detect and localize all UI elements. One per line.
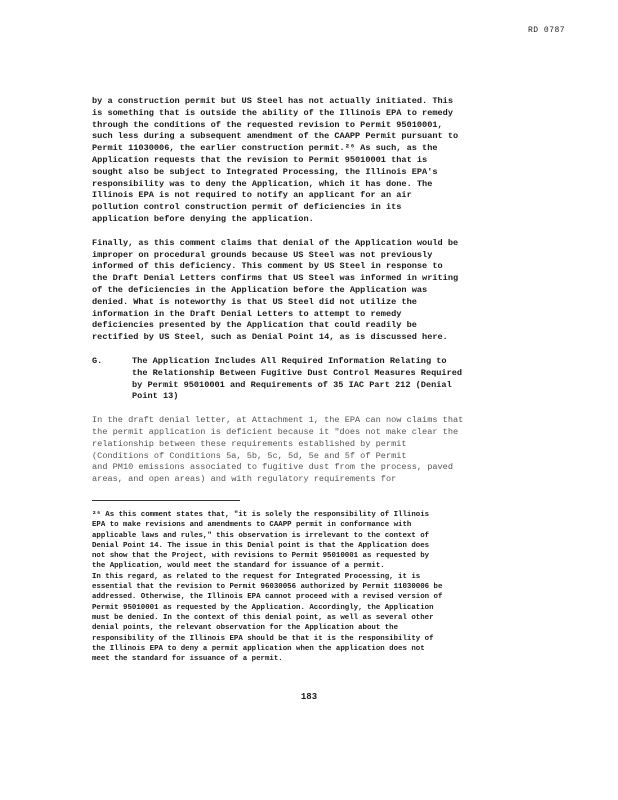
text-line: the Draft Denial Letters confirms that US Steel was informed in writing (92, 273, 459, 284)
footnote-line: ²⁶ As this comment states that, "it is solely the responsibility of Illinois (92, 511, 430, 519)
footnote-line: In this regard, as related to the request for Integrated Processing, it is (92, 572, 421, 581)
footnote-line: EPA to make revisions and amendments to CAAPP permit in conformance with (92, 521, 412, 530)
footnote-line: applicable laws and rules," this observation is irrelevant to the context of (92, 531, 430, 540)
text-line: Illinois EPA is not required to notify an applicant for an air (92, 190, 412, 201)
text-line: application before denying the application. (92, 213, 314, 224)
heading-line: by Permit 95010001 and Requirements of 35 IAC Part 212 (Denial (132, 379, 452, 390)
text-line: by a construction permit but US Steel has not actually initiated. This (92, 96, 453, 106)
footnote-line: the Illinois EPA to deny a permit application when the application does not (92, 644, 425, 653)
text-line: Application requests that the revision to Permit 95010001 that is (92, 154, 428, 165)
paragraph-2 (92, 238, 528, 344)
text-line: the permit application is deficient because it "does not make clear the (92, 426, 459, 437)
paragraph-3 (92, 415, 528, 486)
document-body (92, 96, 528, 498)
text-line: In the draft denial letter, at Attachment 1, the EPA can now claims that (92, 415, 464, 426)
text-line: pollution control construction permit of deficiencies in its (92, 202, 402, 213)
text-line: relationship between these requirements established by permit (92, 438, 407, 449)
paragraph-1 (92, 96, 528, 226)
text-line: informed of this deficiency. This comment by US Steel in response to (92, 261, 443, 272)
text-line: sought also be subject to Integrated Processing, the Illinois EPA's (92, 166, 438, 177)
text-line: Permit 11030006, the earlier construction permit.²⁶ As such, as the (92, 143, 438, 154)
text-line: improper on procedural grounds because US Steel was not previously (92, 249, 433, 260)
section-heading (92, 356, 528, 403)
footnote-line: not show that the Project, with revisions to Permit 95010001 as requested by (92, 552, 430, 561)
footnote-line: the Application, would meet the standard for issuance of a permit. (92, 562, 385, 571)
footnote-line: Permit 95010001 as requested by the Application. Accordingly, the Application (92, 603, 434, 612)
heading-line: the Relationship Between Fugitive Dust Control Measures Required (132, 367, 463, 378)
footnote-divider (92, 500, 240, 501)
page-number: 183 (300, 692, 318, 702)
text-line: such less during a subsequent amendment of the CAAPP Permit pursuant to (92, 131, 459, 142)
section-heading-letter: G. (92, 355, 103, 366)
text-line: responsibility was to deny the Application, which it has done. The (92, 178, 433, 189)
text-line: through the conditions of the requested revision to Permit 95010001, (92, 119, 443, 130)
section-heading-text (132, 356, 528, 403)
footnote-line: responsibility of the Illinois EPA should be that it is the responsibility of (92, 634, 434, 643)
text-line: and PM10 emissions associated to fugitive dust from the process, paved (92, 462, 453, 473)
text-line: deficiencies presented by the Application that could readily be (92, 320, 417, 331)
footnote-line: meet the standard for issuance of a permit. (92, 655, 283, 664)
footnote-line: addressed. Otherwise, the Illinois EPA cannot proceed with a revised version of (92, 593, 443, 602)
text-line: information in the Draft Denial Letters to attempt to remedy (92, 308, 402, 319)
footnote-line: Denial Point 14. The issue in this Denial point is that the Application does (92, 541, 430, 550)
footnote-line: essential that the revision to Permit 96030056 authorized by Permit 11030006 be (92, 583, 443, 592)
text-line: areas, and open areas) and with regulatory requirements for (92, 474, 397, 485)
text-line: denied. What is noteworthy is that US Steel did not utilize the (92, 296, 417, 307)
text-line: (Conditions of Conditions 5a, 5b, 5c, 5d, 5e and 5f of Permit (92, 450, 407, 461)
text-line: is something that is outside the ability of the Illinois EPA to remedy (92, 107, 453, 118)
text-line: Finally, as this comment claims that denial of the Application would be (92, 237, 459, 248)
footnote-block (92, 510, 532, 664)
text-line: of the deficiencies in the Application before the Application was (92, 284, 428, 295)
text-line: rectified by US Steel, such as Denial Point 14, as is discussed here. (92, 332, 448, 343)
footnote-line: denial points, the relevant observation for the Application about the (92, 624, 399, 633)
heading-line: Point 13) (132, 391, 179, 402)
heading-line: The Application Includes All Required Information Relating to (132, 355, 447, 366)
document-header-code: RD 0787 (528, 26, 566, 35)
footnote-line: must be denied. In the context of this denial point, as well as several other (92, 613, 434, 622)
